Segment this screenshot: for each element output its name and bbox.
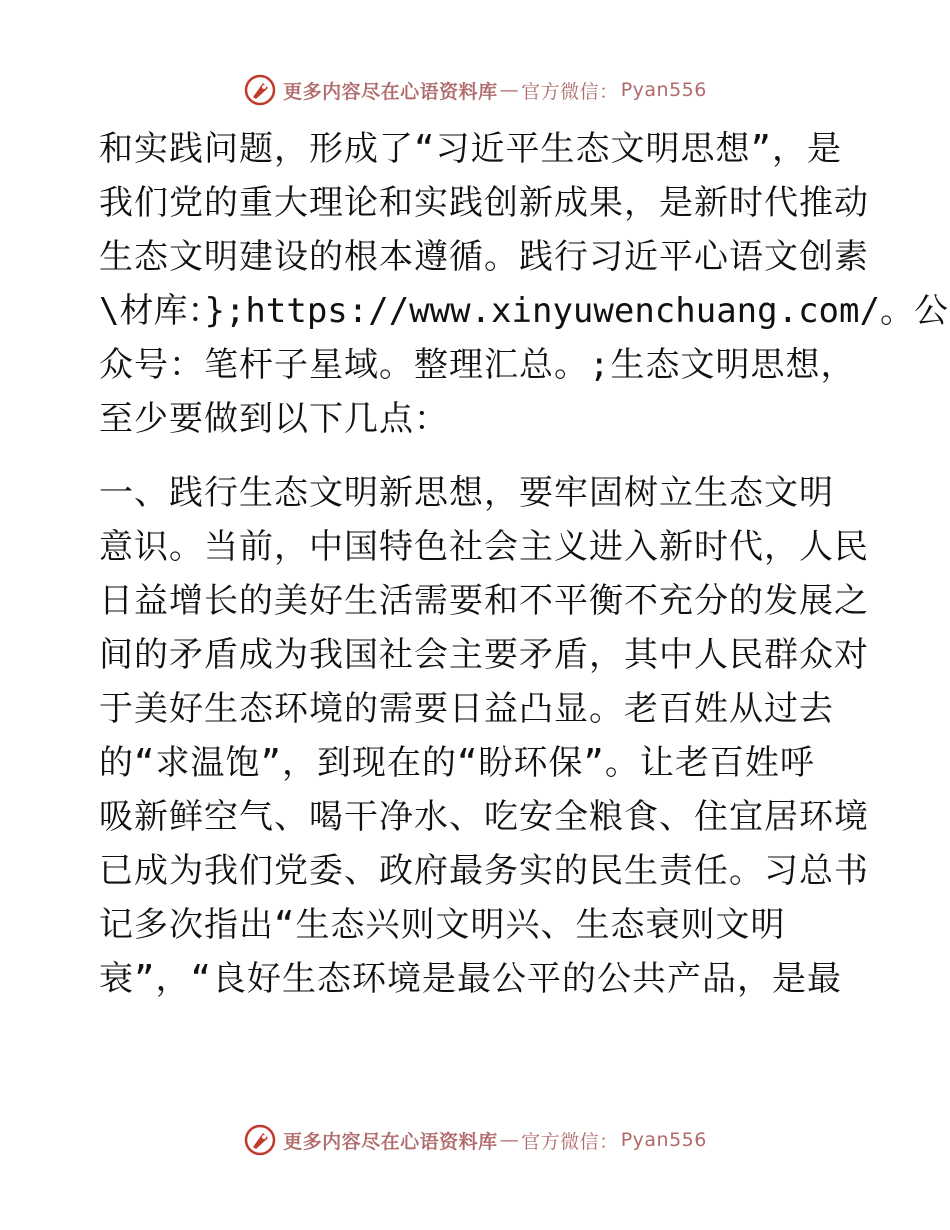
text-line: 我们党的重大理论和实践创新成果，是新时代推动 bbox=[99, 183, 869, 223]
text-line: 生态文明建设的根本遵循。践行习近平心语文创素 bbox=[99, 237, 869, 277]
footer-banner bbox=[0, 1118, 950, 1162]
text-line: 吸新鲜空气、喝干净水、吃安全粮食、住宜居环境 bbox=[99, 797, 869, 837]
header-banner bbox=[0, 68, 950, 112]
text-line: 的“求温饱”，到现在的“盼环保”。让老百姓呼 bbox=[99, 743, 815, 783]
paragraph-gap bbox=[99, 446, 859, 466]
paragraph-1 bbox=[99, 122, 948, 446]
document-body bbox=[99, 122, 948, 1006]
header-site-text: 更多内容尽在心语资料库 bbox=[283, 80, 498, 103]
text-line: 衰”，“良好生态环境是最公平的公共产品，是最 bbox=[99, 959, 842, 999]
text-line: 间的矛盾成为我国社会主要矛盾，其中人民群众对 bbox=[99, 635, 869, 675]
footer-wechat-id: Pyan556 bbox=[620, 1129, 707, 1151]
footer-site-text: 更多内容尽在心语资料库 bbox=[283, 1130, 498, 1153]
text-line: 于美好生态环境的需要日益凸显。老百姓从过去 bbox=[99, 689, 834, 729]
pen-nib-logo-icon bbox=[243, 1123, 277, 1157]
text-line: 和实践问题，形成了“习近平生态文明思想”，是 bbox=[99, 129, 842, 169]
header-wechat-id: Pyan556 bbox=[620, 79, 707, 101]
text-line: 众号：笔杆子星域。整理汇总。;生态文明思想， bbox=[99, 345, 856, 385]
text-line: 至少要做到以下几点： bbox=[99, 399, 449, 439]
text-line: 记多次指出“生态兴则文明兴、生态衰则文明 bbox=[99, 905, 786, 945]
text-line: 日益增长的美好生活需要和不平衡不充分的发展之 bbox=[99, 581, 869, 621]
text-line: 意识。当前，中国特色社会主义进入新时代，人民 bbox=[99, 527, 869, 567]
header-wechat-label: 官方微信： bbox=[521, 80, 619, 103]
text-line: 已成为我们党委、政府最务实的民生责任。习总书 bbox=[99, 851, 869, 891]
text-line: \材库：};https://www.xinyuwenchuang.com/。公 bbox=[99, 291, 948, 331]
footer-wechat-label: 官方微信： bbox=[521, 1130, 619, 1153]
pen-nib-logo-icon bbox=[243, 73, 277, 107]
footer-dash: — bbox=[499, 1129, 520, 1151]
header-dash: — bbox=[499, 79, 520, 101]
text-line: 一、践行生态文明新思想，要牢固树立生态文明 bbox=[99, 473, 834, 513]
paragraph-2 bbox=[99, 466, 869, 1006]
